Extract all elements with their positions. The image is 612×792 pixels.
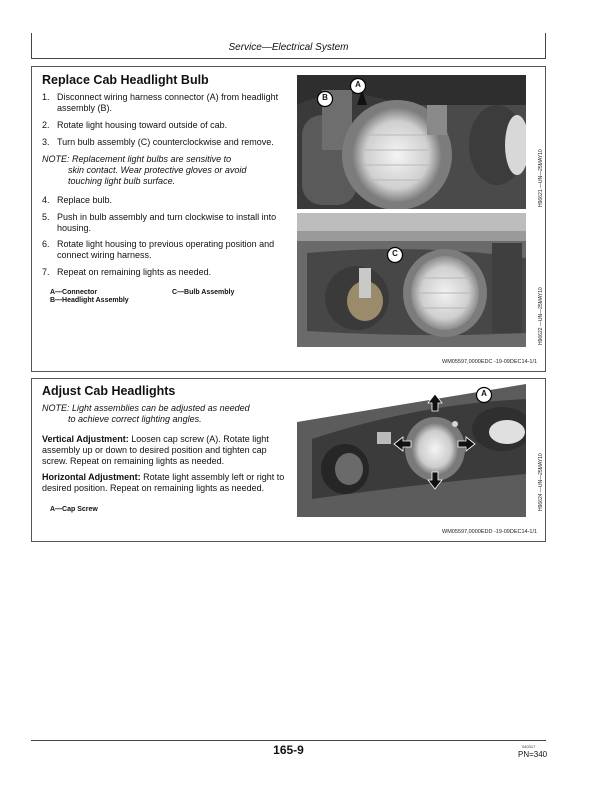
step-7 xyxy=(42,267,292,278)
page-number: 165-9 xyxy=(273,743,304,757)
horizontal-adjustment-text: Rotate light assembly left or right to desired position. Repeat on remaining lights as needed. xyxy=(42,472,285,493)
legend-b: B—Headlight Assembly xyxy=(50,297,129,304)
reference-code: WM05597,0000EDC -19-09DEC14-1/1 xyxy=(442,359,538,365)
photo-adjust-headlights xyxy=(297,384,526,517)
note-bulbs xyxy=(42,154,282,187)
step-text: Rotate light housing to previous operating position and connect wiring harness. xyxy=(57,239,275,260)
header-rule-bottom xyxy=(31,58,546,59)
footer-rule xyxy=(31,740,546,741)
step-number: 1. xyxy=(42,92,50,102)
photo1-caption: H96621 —UN—25MAY10 xyxy=(538,149,544,207)
step-number: 7. xyxy=(42,267,50,277)
section-adjust-headlights xyxy=(31,378,546,542)
running-head: Service—Electrical System xyxy=(228,42,349,53)
step-text: Rotate light housing toward outside of cab. xyxy=(57,120,228,130)
step-number: 4. xyxy=(42,195,50,205)
section-replace-bulb xyxy=(31,66,546,372)
note-first-line: NOTE: Light assemblies can be adjusted as needed xyxy=(42,403,250,413)
callout-c-label: C xyxy=(392,249,398,258)
photo-bulb-assembly xyxy=(297,213,526,347)
horizontal-adjustment xyxy=(42,472,292,494)
vertical-adjustment xyxy=(42,434,292,467)
photo-connector-headlight xyxy=(297,75,526,209)
callout-a-label: A xyxy=(355,80,361,89)
section-title: Adjust Cab Headlights xyxy=(42,384,176,398)
note-continuation: skin contact. Wear protective gloves or avoid touching light bulb surface. xyxy=(68,165,247,186)
step-number: 6. xyxy=(42,239,50,249)
step-1 xyxy=(42,92,292,114)
callout-a-label: A xyxy=(481,389,487,398)
step-text: Turn bulb assembly (C) counterclockwise and remove. xyxy=(57,137,274,147)
step-5 xyxy=(42,212,292,234)
pn-number: PN=340 xyxy=(518,750,548,759)
note-adjust xyxy=(42,403,282,425)
vertical-adjustment-text: Loosen cap screw (A). Rotate light assembly up or down to desired position and tighten cap screw. Repeat on remaining lights as needed. xyxy=(42,434,269,466)
step-text: Repeat on remaining lights as needed. xyxy=(57,267,212,277)
legend-c: C—Bulb Assembly xyxy=(172,289,235,296)
photo2-caption: H96622 —UN—25MAY10 xyxy=(538,287,544,345)
step-4 xyxy=(42,195,292,206)
note-first-line: NOTE: Replacement light bulbs are sensitive to xyxy=(42,154,232,164)
note-continuation: to achieve correct lighting angles. xyxy=(68,414,202,424)
horizontal-adjustment-label: Horizontal Adjustment: xyxy=(42,472,141,482)
legend-a: A—Cap Screw xyxy=(50,506,98,513)
reference-code: WM05597,0000EDD -19-09DEC14-1/1 xyxy=(442,529,538,535)
vertical-adjustment-label: Vertical Adjustment: xyxy=(42,434,129,444)
legend-a: A—Connector xyxy=(50,289,98,296)
callout-b-label: B xyxy=(322,93,328,102)
step-number: 2. xyxy=(42,120,50,130)
step-number: 3. xyxy=(42,137,50,147)
step-3 xyxy=(42,137,292,148)
step-text: Disconnect wiring harness connector (A) from headlight assembly (B). xyxy=(57,92,279,113)
step-2 xyxy=(42,120,292,131)
step-number: 5. xyxy=(42,212,50,222)
print-code: 040317 xyxy=(522,744,536,749)
photo3-caption: H96624 —UN—25MAY10 xyxy=(538,453,544,511)
step-text: Replace bulb. xyxy=(57,195,113,205)
step-6 xyxy=(42,239,292,261)
step-text: Push in bulb assembly and turn clockwise to install into housing. xyxy=(57,212,277,233)
section-title: Replace Cab Headlight Bulb xyxy=(42,73,209,87)
